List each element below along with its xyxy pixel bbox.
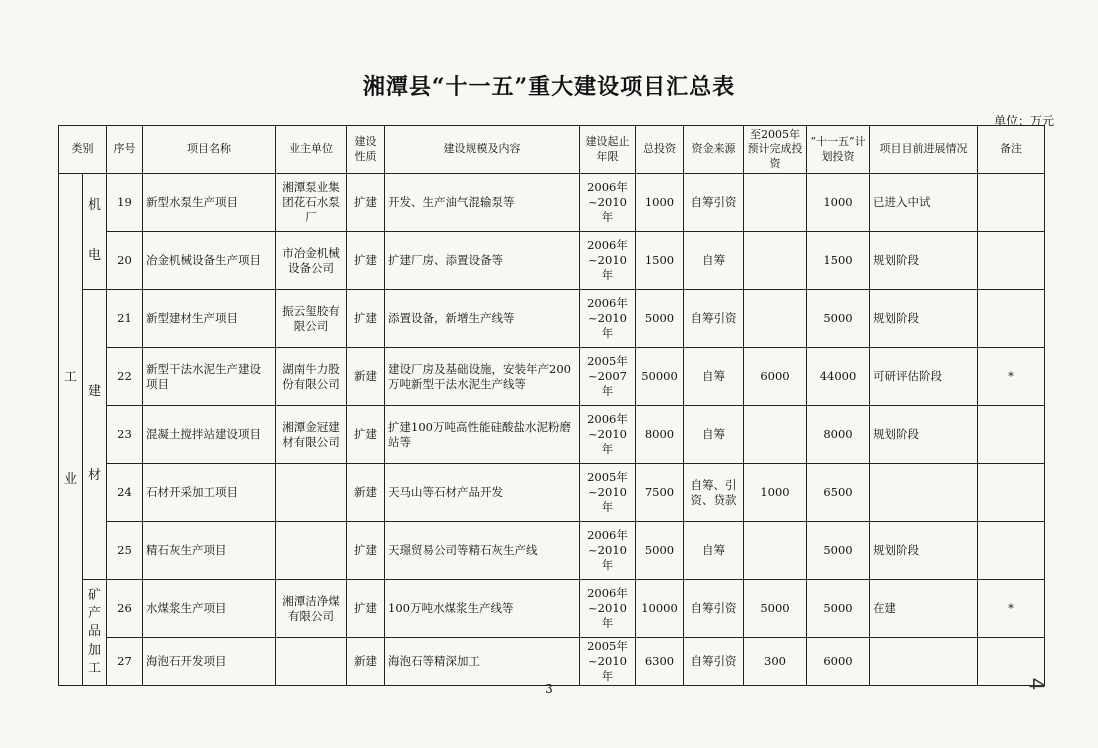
table-row bbox=[59, 174, 1045, 232]
row-source: 自筹 bbox=[684, 348, 744, 406]
table-row bbox=[59, 522, 1045, 580]
row-remark: * bbox=[978, 348, 1045, 406]
row-total: 5000 bbox=[636, 290, 684, 348]
table-row bbox=[59, 232, 1045, 290]
unit-label: 单位：万元 bbox=[993, 114, 1054, 128]
row-name: 冶金机械设备生产项目 bbox=[143, 232, 276, 290]
category-industry-char-2: 业 bbox=[63, 471, 77, 487]
row-period: 2005年~2007年 bbox=[580, 348, 636, 406]
table-row bbox=[59, 464, 1045, 522]
header-by2005: 至2005年预计完成投资 bbox=[744, 126, 807, 174]
row-seq: 27 bbox=[107, 638, 143, 686]
row-by2005 bbox=[744, 174, 807, 232]
header-category: 类别 bbox=[59, 126, 107, 174]
row-remark bbox=[978, 232, 1045, 290]
row-nature: 新建 bbox=[347, 464, 385, 522]
row-scope: 100万吨水煤浆生产线等 bbox=[385, 580, 580, 638]
row-remark bbox=[978, 290, 1045, 348]
row-period: 2005年~2010年 bbox=[580, 638, 636, 686]
row-by2005 bbox=[744, 290, 807, 348]
corner-handwritten-mark: 4 bbox=[1024, 677, 1049, 691]
row-seq: 22 bbox=[107, 348, 143, 406]
header-remark: 备注 bbox=[978, 126, 1045, 174]
row-name: 新型水泵生产项目 bbox=[143, 174, 276, 232]
row-scope: 天马山等石材产品开发 bbox=[385, 464, 580, 522]
row-seq: 21 bbox=[107, 290, 143, 348]
row-total: 8000 bbox=[636, 406, 684, 464]
row-progress: 可研评估阶段 bbox=[870, 348, 978, 406]
table-row bbox=[59, 348, 1045, 406]
row-owner bbox=[276, 522, 347, 580]
row-period: 2005年~2010年 bbox=[580, 464, 636, 522]
header-plan: “十一五”计划投资 bbox=[807, 126, 870, 174]
row-source: 自筹 bbox=[684, 522, 744, 580]
row-by2005: 6000 bbox=[744, 348, 807, 406]
row-owner bbox=[276, 638, 347, 686]
row-progress: 规划阶段 bbox=[870, 522, 978, 580]
row-name: 新型建材生产项目 bbox=[143, 290, 276, 348]
row-progress: 规划阶段 bbox=[870, 232, 978, 290]
row-scope: 天璟贸易公司等精石灰生产线 bbox=[385, 522, 580, 580]
row-total: 50000 bbox=[636, 348, 684, 406]
row-scope: 扩建厂房、添置设备等 bbox=[385, 232, 580, 290]
header-period: 建设起止年限 bbox=[580, 126, 636, 174]
header-total: 总投资 bbox=[636, 126, 684, 174]
row-nature: 新建 bbox=[347, 638, 385, 686]
row-owner: 湘潭洁净煤有限公司 bbox=[276, 580, 347, 638]
page-title: 湘潭县“十一五”重大建设项目汇总表 bbox=[362, 74, 736, 100]
row-seq: 26 bbox=[107, 580, 143, 638]
page-number: 3 bbox=[545, 682, 553, 696]
row-name: 海泡石开发项目 bbox=[143, 638, 276, 686]
row-name: 水煤浆生产项目 bbox=[143, 580, 276, 638]
row-progress: 规划阶段 bbox=[870, 290, 978, 348]
row-owner: 湘潭泵业集团花石水泵厂 bbox=[276, 174, 347, 232]
row-name: 石材开采加工项目 bbox=[143, 464, 276, 522]
row-scope: 建设厂房及基础设施，安装年产200万吨新型干法水泥生产线等 bbox=[385, 348, 580, 406]
row-name: 精石灰生产项目 bbox=[143, 522, 276, 580]
row-source: 自筹引资 bbox=[684, 580, 744, 638]
row-progress bbox=[870, 638, 978, 686]
row-owner: 湖南牛力股份有限公司 bbox=[276, 348, 347, 406]
row-seq: 24 bbox=[107, 464, 143, 522]
row-plan: 8000 bbox=[807, 406, 870, 464]
row-scope: 扩建100万吨高性能硅酸盐水泥粉磨站等 bbox=[385, 406, 580, 464]
row-total: 6300 bbox=[636, 638, 684, 686]
row-progress: 规划阶段 bbox=[870, 406, 978, 464]
row-plan: 5000 bbox=[807, 290, 870, 348]
table-row bbox=[59, 580, 1045, 638]
header-source: 资金来源 bbox=[684, 126, 744, 174]
table-row bbox=[59, 638, 1045, 686]
row-remark bbox=[978, 174, 1045, 232]
row-period: 2006年~2010年 bbox=[580, 522, 636, 580]
row-source: 自筹引资 bbox=[684, 290, 744, 348]
row-name: 混凝土搅拌站建设项目 bbox=[143, 406, 276, 464]
row-owner: 湘潭金冠建材有限公司 bbox=[276, 406, 347, 464]
row-source: 自筹 bbox=[684, 406, 744, 464]
header-progress: 项目目前进展情况 bbox=[870, 126, 978, 174]
category-jiancai-char-2: 材 bbox=[87, 468, 101, 484]
header-row bbox=[59, 126, 1045, 174]
row-remark: * bbox=[978, 580, 1045, 638]
row-nature: 扩建 bbox=[347, 580, 385, 638]
row-progress: 已进入中试 bbox=[870, 174, 978, 232]
row-plan: 6000 bbox=[807, 638, 870, 686]
category-jidian bbox=[83, 174, 107, 290]
category-jiancai-char-1: 建 bbox=[87, 383, 101, 399]
category-jiancai bbox=[83, 290, 107, 580]
row-owner: 市冶金机械设备公司 bbox=[276, 232, 347, 290]
row-source: 自筹 bbox=[684, 232, 744, 290]
row-by2005: 5000 bbox=[744, 580, 807, 638]
row-remark bbox=[978, 406, 1045, 464]
row-nature: 扩建 bbox=[347, 174, 385, 232]
row-nature: 新建 bbox=[347, 348, 385, 406]
row-scope: 海泡石等精深加工 bbox=[385, 638, 580, 686]
row-nature: 扩建 bbox=[347, 290, 385, 348]
row-nature: 扩建 bbox=[347, 522, 385, 580]
category-industry bbox=[59, 174, 83, 686]
row-nature: 扩建 bbox=[347, 232, 385, 290]
row-source: 自筹引资 bbox=[684, 174, 744, 232]
row-seq: 19 bbox=[107, 174, 143, 232]
row-period: 2006年~2010年 bbox=[580, 580, 636, 638]
category-industry-char-1: 工 bbox=[63, 370, 77, 386]
row-total: 7500 bbox=[636, 464, 684, 522]
row-name: 新型干法水泥生产建设项目 bbox=[143, 348, 276, 406]
row-scope: 添置设备，新增生产线等 bbox=[385, 290, 580, 348]
header-scope: 建设规模及内容 bbox=[385, 126, 580, 174]
row-by2005: 1000 bbox=[744, 464, 807, 522]
row-period: 2006年~2010年 bbox=[580, 232, 636, 290]
row-remark bbox=[978, 522, 1045, 580]
row-progress: 在建 bbox=[870, 580, 978, 638]
row-seq: 25 bbox=[107, 522, 143, 580]
row-source: 自筹、引资、贷款 bbox=[684, 464, 744, 522]
row-by2005 bbox=[744, 406, 807, 464]
row-plan: 5000 bbox=[807, 580, 870, 638]
row-total: 1000 bbox=[636, 174, 684, 232]
row-plan: 44000 bbox=[807, 348, 870, 406]
row-total: 10000 bbox=[636, 580, 684, 638]
row-scope: 开发、生产油气混输泵等 bbox=[385, 174, 580, 232]
header-nature: 建设性质 bbox=[347, 126, 385, 174]
row-total: 5000 bbox=[636, 522, 684, 580]
category-kuangchan bbox=[83, 580, 107, 686]
row-seq: 23 bbox=[107, 406, 143, 464]
header-seq: 序号 bbox=[107, 126, 143, 174]
row-nature: 扩建 bbox=[347, 406, 385, 464]
row-plan: 6500 bbox=[807, 464, 870, 522]
category-jidian-char-2: 电 bbox=[87, 248, 101, 264]
table-row bbox=[59, 406, 1045, 464]
row-plan: 1000 bbox=[807, 174, 870, 232]
category-jidian-char-1: 机 bbox=[87, 197, 101, 213]
row-owner: 振云玺胶有限公司 bbox=[276, 290, 347, 348]
header-name: 项目名称 bbox=[143, 126, 276, 174]
row-source: 自筹引资 bbox=[684, 638, 744, 686]
row-seq: 20 bbox=[107, 232, 143, 290]
row-by2005: 300 bbox=[744, 638, 807, 686]
row-by2005 bbox=[744, 232, 807, 290]
row-total: 1500 bbox=[636, 232, 684, 290]
row-period: 2006年~2010年 bbox=[580, 290, 636, 348]
row-period: 2006年~2010年 bbox=[580, 406, 636, 464]
row-owner bbox=[276, 464, 347, 522]
header-owner: 业主单位 bbox=[276, 126, 347, 174]
row-remark bbox=[978, 464, 1045, 522]
project-table bbox=[58, 125, 1045, 686]
row-progress bbox=[870, 464, 978, 522]
table-row bbox=[59, 290, 1045, 348]
row-period: 2006年~2010年 bbox=[580, 174, 636, 232]
row-plan: 5000 bbox=[807, 522, 870, 580]
row-by2005 bbox=[744, 522, 807, 580]
category-kuangchan-label: 矿产品加工 bbox=[87, 588, 101, 676]
row-plan: 1500 bbox=[807, 232, 870, 290]
